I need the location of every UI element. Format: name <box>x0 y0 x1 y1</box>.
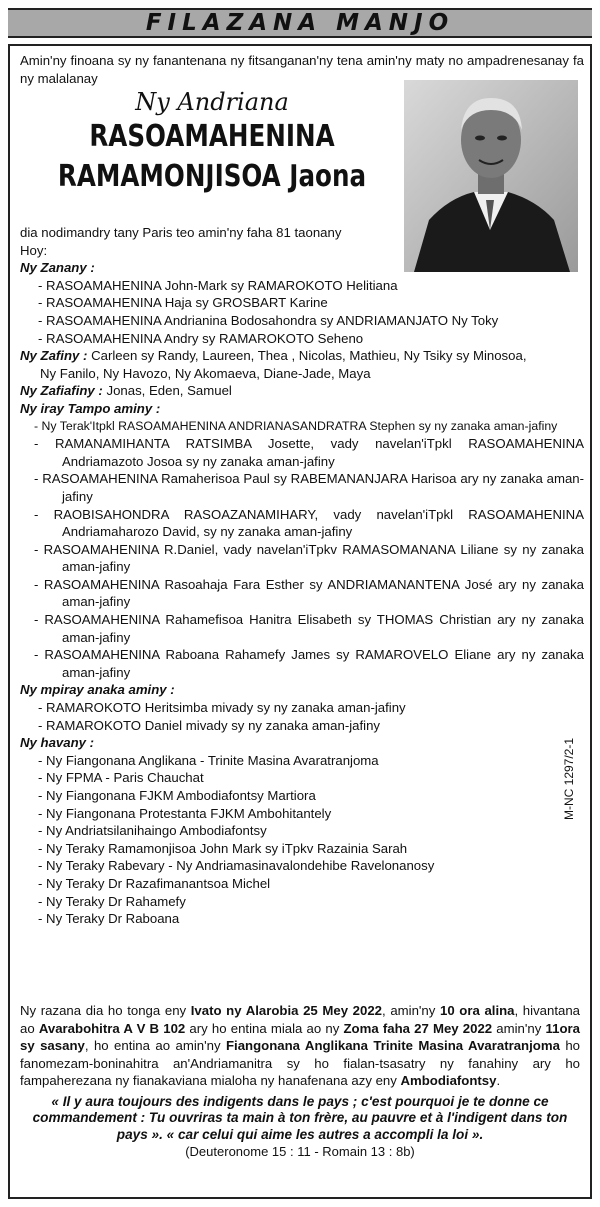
death-notice: dia nodimandry tany Paris teo amin'ny faha 81 taonany <box>20 225 342 240</box>
list-item: - RASOAMAHENINA Haja sy GROSBART Karine <box>38 295 328 311</box>
list-item: - RAMAROKOTO Daniel mivady sy ny zanaka aman-jafiny <box>38 717 381 733</box>
deceased-heading <box>20 87 404 197</box>
list-item: - RASOAMAHENINA Raboana Rahamefy James sy RAMAROVELO Eliane ary ny zanaka aman-jafiny <box>34 647 584 680</box>
list-item: - RAMANAMIHANTA RATSIMBA Josette, vady navelan'iTpkl RASOAMAHENINA Andriamazoto Josoa sy ny zanaka aman-jafiny <box>34 436 584 469</box>
deceased-name-line2: RAMAMONJISOA Jaona <box>57 159 367 194</box>
list-item: - RASOAMAHENINA John-Mark sy RAMAROKOTO Helitiana <box>38 277 398 293</box>
list-item: - Ny Teraky Ramamonjisoa John Mark sy iTpkv Razainia Sarah <box>38 840 408 856</box>
list-item: - RASOAMAHENINA Andry sy RAMAROKOTO Seheno <box>38 330 364 346</box>
list-item: - RAMAROKOTO Heritsimba mivady sy ny zanaka aman-jafiny <box>38 700 406 716</box>
list-item: - RASOAMAHENINA R.Daniel, vady navelan'iTpkv RAMASOMANANA Liliane sy ny zanaka aman-jafiny <box>34 541 584 575</box>
list-item: - Ny Teraky Dr Raboana <box>38 911 180 927</box>
funeral-details <box>20 1002 580 1161</box>
list-item: - RASOAMAHENINA Rasoahaja Fara Esther sy ANDRIAMANANTENA José ary ny zanaka aman-jafiny <box>34 576 584 610</box>
honorific: Ny Andriana <box>135 88 289 116</box>
section-zanany-label: Ny Zanany : <box>20 260 95 276</box>
list-item: - Ny Teraky Dr Razafimanantsoa Michel <box>38 875 271 891</box>
quote-reference: (Deuteronome 15 : 11 - Romain 13 : 8b) <box>185 1144 415 1160</box>
list-item: - Ny Fiangonana Protestanta FJKM Ambohitantely <box>38 805 332 821</box>
zafiny-names-2: Ny Fanilo, Ny Havozo, Ny Akomaeva, Diane-Jade, Maya <box>40 365 371 381</box>
funeral-paragraph: Ny razana dia ho tonga eny Ivato ny Alarobia 25 Mey 2022, amin'ny 10 ora alina, hivantana ao Avarabohitra A V B 102 ary ho entina miala ao ny Zoma faha 27 Mey 2022 amin'ny 11ora sy sasany, ho entina ao amin'ny Fiangonana Anglikana Trinite Masina Avaratranjoma ho fanomezam-boninahitra an'Andriamanitra sy ho fialan-tsasatry ny fanahiny ary ho fampaherezana ny fianakaviana mialoha ny hanafenana azy eny Ambodiafontsy. <box>20 1003 581 1089</box>
zafiny-names-1: Carleen sy Randy, Laureen, Thea , Nicolas, Mathieu, Ny Tsiky sy Minosoa, <box>91 348 527 364</box>
section-havany-label: Ny havany : <box>20 735 95 751</box>
intro-text: Amin'ny finoana sy ny fanantenana ny fitsanganan'ny tena amin'ny maty no ampadrenesanay fa ny malalanay <box>20 53 584 86</box>
section-zafiny <box>20 347 584 365</box>
deceased-name-line1: RASOAMAHENINA <box>89 119 335 154</box>
zafiafiny-names: Jonas, Eden, Samuel <box>106 383 232 399</box>
section-iray-tampo-label: Ny iray Tampo aminy : <box>20 400 161 416</box>
section-zafiafiny <box>20 382 584 400</box>
section-zafiafiny-label: Ny Zafiafiny : <box>20 383 103 399</box>
bible-quote: « Il y aura toujours des indigents dans le pays ; c'est pourquoi je te donne ce commandement : Tu ouvriras ta main à ton frère, au pauvre et à l'indigent dans ton pays ». « car celui qui aime les autres a accompli la loi ». <box>32 1093 568 1142</box>
section-zafiny-label: Ny Zafiny : <box>20 348 88 364</box>
section-mpiray-anaka-label: Ny mpiray anaka aminy : <box>20 682 175 698</box>
notice-title: FILAZANA MANJO <box>145 10 455 36</box>
list-item: - Ny Terak'Itpkl RASOAMAHENINA ANDRIANASANDRATRA Stephen sy ny zanaka aman-jafiny <box>34 418 558 433</box>
notice-header <box>8 8 592 38</box>
hoy-label: Hoy: <box>20 242 48 258</box>
list-item: - RAOBISAHONDRA RASOAZANAMIHARY, vady navelan'iTpkl RASOAMAHENINA Andriamaharozo David, sy ny zanaka aman-jafiny <box>34 506 584 540</box>
list-item: - Ny Andriatsilanihaingo Ambodiafontsy <box>38 823 267 839</box>
list-item: - Ny Fiangonana Anglikana - Trinite Masina Avaratranjoma <box>38 752 379 768</box>
list-item: - RASOAMAHENINA Ramaherisoa Paul sy RABEMANANJARA Harisoa ary ny zanaka aman-jafiny <box>34 471 584 504</box>
list-item: - Ny FPMA - Paris Chauchat <box>38 770 204 786</box>
reference-code: M-NC 1297/2-1 <box>562 737 576 820</box>
list-item: - Ny Teraky Dr Rahamefy <box>38 893 186 909</box>
list-item: - Ny Fiangonana FJKM Ambodiafontsy Martiora <box>38 788 316 803</box>
list-item: - RASOAMAHENINA Rahamefisoa Hanitra Elisabeth sy THOMAS Christian ary ny zanaka aman-jafiny <box>34 612 584 645</box>
list-item: - Ny Teraky Rabevary - Ny Andriamasinavalondehibe Ravelonanosy <box>38 858 435 874</box>
family-list <box>20 224 584 928</box>
list-item: - RASOAMAHENINA Andrianina Bodosahondra sy ANDRIAMANJATO Ny Toky <box>38 312 499 328</box>
